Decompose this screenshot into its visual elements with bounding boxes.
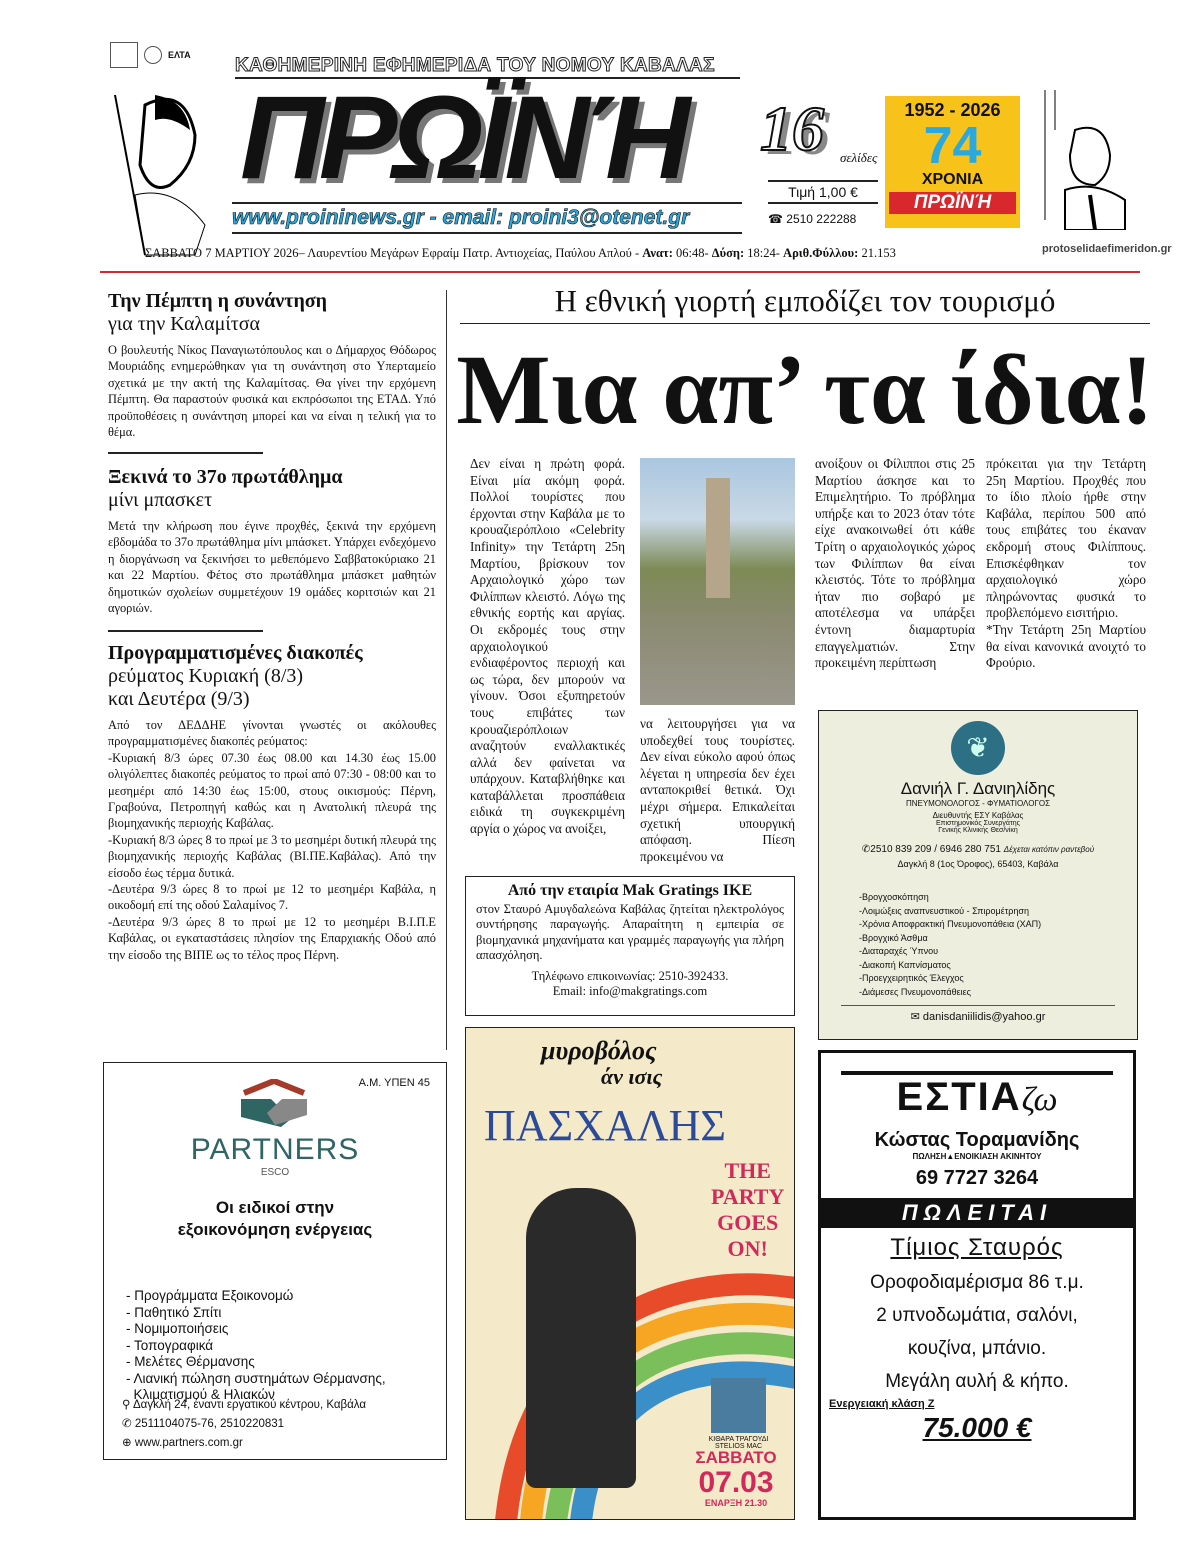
price: Τιμή 1,00 € bbox=[768, 180, 878, 204]
location-pin-icon: ⚲ bbox=[122, 1399, 133, 1411]
article-minibasket bbox=[108, 466, 436, 616]
kicker: Η εθνική γιορτή εμποδίζει τον τουρισμό bbox=[460, 283, 1150, 324]
house-logo: ΕΣΤΙΑζω bbox=[841, 1071, 1113, 1129]
guitarist-figure bbox=[526, 1188, 636, 1488]
divider bbox=[108, 630, 263, 632]
article-kalamitsa bbox=[108, 290, 436, 440]
phone-number: ☎ 2510 222288 bbox=[768, 212, 857, 226]
article-title: Την Πέμπτη η συνάντηση bbox=[108, 290, 328, 312]
headline: Μια απ’ τα ίδια! bbox=[456, 334, 1154, 445]
seal-logo bbox=[144, 46, 162, 64]
date-line: ΣΑΒΒΑΤΟ 7 ΜΑΡΤΙΟΥ 2026– Λαυρεντίου Μεγάρων Εφραίμ Πατρ. Αντιοχείας, Παύλου Απλού - Ανατ: 06:48- Δύση: 18:24- Αριθ.Φύλλου: 21.153 bbox=[145, 246, 896, 260]
article-title: Προγραμματισμένες διακοπές bbox=[108, 641, 363, 664]
watermark: protoselidaefimeridon.gr bbox=[1042, 243, 1172, 255]
association-logo bbox=[110, 42, 138, 68]
logos-strip bbox=[110, 42, 198, 68]
tagline: ΚΑΘΗΜΕΡΙΝΗ ΕΦΗΜΕΡΙΔΑ ΤΟΥ ΝΟΜΟΥ ΚΑΒΑΛΑΣ bbox=[235, 55, 740, 79]
masthead: ΠΡΩΪΝΉ bbox=[240, 72, 685, 204]
globe-icon: ⊕ bbox=[122, 1437, 135, 1449]
philippi-photo bbox=[640, 458, 795, 705]
column-rule bbox=[446, 290, 447, 1050]
article-col-2: να λειτουργήσει για να υποδεχθεί τους τουρίστες. Δεν είναι εύκολο αφού όπως λέγεται η υπηρεσία δεν έχει ανταποκριθεί θετικά. Όχι μέχρι σήμερα. Επικαλείται σχετική υπουργική απόφαση. Πίεση προκειμένου να bbox=[640, 716, 795, 864]
website-link[interactable]: www.partners.com.gr bbox=[134, 1437, 243, 1449]
lungs-icon: ❦ bbox=[951, 721, 1005, 775]
mail-icon: ✉ bbox=[910, 1011, 923, 1023]
article-paragraph: -Κυριακή 8/3 ώρες 07.30 έως 08.00 και 14.30 έως 15.00 ολιγόλεπτες διακοπές ρεύματος το πρωί από 07:30 - 08:00 και το μεσημέρι από 14:30 έως 15:00, στους οικισμούς: Πέρνη, Γραβούνα, Πετροπηγή καθώς και η Ανατολική πλευρά της βιομηχανικής περιοχής Καβάλας. bbox=[108, 750, 436, 831]
article-subtitle: για την Καλαμίτσα bbox=[108, 313, 260, 335]
pages-count: 16 σελίδες bbox=[760, 93, 878, 165]
website-email: www.proininews.gr - email: proini3@otenet.gr bbox=[232, 202, 742, 234]
concert-poster: μυροβόλος άν ισις ΠΑΣΧΑΛΗΣ THE PARTY GOES ON! ΚΙΘΑΡΑ ΤΡΑΓΟΥΔΙ STELIOS MAC ΣΑΒΒΑΤΟ 07.03 ΕΝΑΡΞΗ 21.30 bbox=[465, 1027, 795, 1520]
phone-icon: ✆ bbox=[122, 1418, 135, 1430]
article-paragraph: -Κυριακή 8/3 ώρες 8 το πρωί με 3 το μεσημέρι δυτική πλευρά της βιομηχανικής περιοχής Καβάλας (ΒΙ.ΠΕ.Καβάλας). Από την είσοδο έως τέρμα δυτικά. bbox=[108, 832, 436, 880]
article-paragraph: -Δευτέρα 9/3 ώρες 8 το πρωί με 12 το μεσημέρι Β.Ι.Π.Ε Καβάλας, οι εγκαταστάσεις πλησίον της Επαρχιακής Οδού από την είσοδο της ΒΙΠΕ ως το τέλος προς Πέρνη. bbox=[108, 914, 436, 962]
caricature-left bbox=[105, 85, 215, 265]
divider bbox=[108, 452, 263, 454]
article-col-4: πρόκειται για την Τετάρτη 25η Μαρτίου. Προχθές που το ίδιο πλοίο ήρθε στην Καβάλα, περίπου 500 από τους επιβάτες του έκαναν εκδρομή στους Φιλίππους. Επισκέφθηκαν τον αρχαιολογικό χώρο πληρώνοντας φυσικά το προβλεπόμενο εισιτήριο. *Την Τετάρτη 25η Μαρτίου θα είναι κανονικά ανοιχτό το Φρούριο. bbox=[986, 456, 1146, 671]
article-title: Ξεκινά το 37ο πρωτάθλημα bbox=[108, 465, 343, 488]
services-list: -Βρογχοσκόπηση -Λοιμώξεις αναπνευστικού - Σπιρομέτρηση -Χρόνια Αποφρακτική Πνευμονοπάθεια (ΧΑΠ) -Βρογχικό Άσθμα -Διαταραχές Ύπνου -Διακοπή Καπνίσματος -Προεγχειρητικός Έλεγχος -Διάμεσες Πνευμονοπάθειες bbox=[859, 892, 1042, 997]
handshake-house-icon bbox=[239, 1079, 309, 1131]
elta-logo: ΕΛΤΑ bbox=[168, 50, 191, 60]
caricature-right bbox=[1035, 90, 1130, 230]
article-subtitle: και Δευτέρα (9/3) bbox=[108, 687, 250, 710]
phone-icon: ☎ bbox=[768, 212, 787, 226]
article-col-1: Δεν είναι η πρώτη φορά. Είναι μία ακόμη φορά. Πολλοί τουρίστες που έρχονται στην Καβάλα με το κρουαζιερόπλοιο «Celebrity Infinity» την Τετάρτη 25η Μαρτίου, βρίσκουν τον Αρχαιολογικό χώρο των Φιλίππων κλειστό. Λόγω της εθνικής εορτής και αργίας. Οι εκδρομές τους στην αρχαιολογικού ενδιαφέροντος περιοχή και ως τώρα, δεν μπορούν να γίνουν. Όσοι εξυπηρετούν τους επιβάτες των κρουαζιερόπλοιων αναζητούν εναλλακτικές αλλά δεν φαίνεται να υπάρχουν. Καταβλήθηκε και καταβάλλεται προσπάθεια ειδικά τη συγκεκριμένη αργία ο χώρος να ανοίξει, bbox=[470, 456, 625, 837]
phone-icon: ✆ bbox=[861, 844, 871, 855]
article-power-outages bbox=[108, 642, 436, 963]
header-rule bbox=[100, 271, 1140, 273]
article-paragraph: Από τον ΔΕΔΔΗΕ γίνονται γνωστές οι ακόλουθες προγραμματισμένες διακοπές ρεύματος: bbox=[108, 717, 436, 749]
article-subtitle: μίνι μπασκετ bbox=[108, 488, 213, 511]
anniversary-badge: 1952 - 2026 74 ΧΡΟΝΙΑ ΠΡΩΪΝΉ bbox=[885, 96, 1020, 228]
guest-photo bbox=[711, 1378, 766, 1433]
partners-ad: Α.Μ. ΥΠΕΝ 45 PARTNERS ESCO Οι ειδικοί στην εξοικονόμηση ενέργειας - Προγράμματα Εξοικονομώ - Παθητικό Σπίτι - Νομιμοποιήσεις - Τοπογραφικά - Μελέτες Θέρμανσης - Λιανική πώληση συστημάτων Θέρμανσης, Κλιματισμού & Ηλιακών ⚲ Δαγκλή 24, έναντι εργατικού κέντρου, Καβάλα ✆ 2511104075-76, 2510220831 ⊕ www.partners.com.gr bbox=[103, 1062, 447, 1460]
mak-gratings-ad: Από την εταιρία Mak Gratings ΙΚΕ στον Σταυρό Αμυγδαλεώνα Καβάλας ζητείται ηλεκτρολόγος συντήρησης παραγωγής. Απαραίτητη η εμπειρία σε βιομηχανικά μηχανήματα και γραμμές παραγωγής για πλήρη απασχόληση. Τηλέφωνο επικοινωνίας: 2510-392433. Email: info@makgratings.com bbox=[465, 876, 795, 1016]
ruined-column-icon bbox=[706, 478, 730, 598]
article-body: Μετά την κλήρωση που έγινε προχθές, ξεκινά την ερχόμενη εβδομάδα το 37ο πρωτάθλημα μίνι μπάσκετ. Υπάρχει ενδεχόμενο η διοργάνωση να ξεκινήσει το μεθεπόμενο Σαββατοκύριακο 21 και 22 Μαρτίου. Φέτος στο πρωτάθλημα μπάσκετ μαθητών δημοτικών σχολείων συμμετέχουν 19 ομάδες κοριτσιών και 21 αγοριών. bbox=[108, 518, 436, 615]
article-col-3: ανοίξουν οι Φίλιπποι στις 25 Μαρτίου άσκησε και το Επιμελητήριο. Το πρόβλημα υπήρξε και το 2023 όταν τότε είχε ανακοινωθεί ότι κάθε Τρίτη ο αρχαιολογικός χώρος των Φιλίππων θα είναι κλειστός. Τότε το πρόβλημα ήταν πιο σοβαρό με αποτέλεσμα να υπάρξει έντονη διαμαρτυρία επαγγελματιών. Στην προκειμένη περίπτωση bbox=[815, 456, 975, 671]
real-estate-ad: ΕΣΤΙΑζω Κώστας Τοραμανίδης ΠΩΛΗΣΗ▲ΕΝΟΙΚΙΑΣΗ ΑΚΙΝΗΤΟΥ 69 7727 3264 ΠΩΛΕΙΤΑΙ Τίμιος Σταυρός Οροφοδιαμέρισμα 86 τ.μ. 2 υπνοδωμάτια, σαλόνι, κουζίνα, μπάνιο. Μεγάλη αυλή & κήπο. Ενεργειακή κλάση Ζ 75.000 € bbox=[818, 1050, 1136, 1520]
doctor-ad: ❦ Δανιήλ Γ. Δανιηλίδης ΠΝΕΥΜΟΝΟΛΟΓΟΣ - ΦΥΜΑΤΙΟΛΟΓΟΣ Διευθυντής ΕΣΥ Καβάλας Επιστημονικός Συνεργάτης Γενικής Κλινικής Θεσ/νίκη ✆2510 839 209 / 6946 280 751 Δέχεται κατόπιν ραντεβού Δαγκλή 8 (1ος Όροφος), 65403, Καβάλα -Βρογχοσκόπηση -Λοιμώξεις αναπνευστικού - Σπιρομέτρηση -Χρόνια Αποφρακτική Πνευμονοπάθεια (ΧΑΠ) -Βρογχικό Άσθμα -Διαταραχές Ύπνου -Διακοπή Καπνίσματος -Προεγχειρητικός Έλεγχος -Διάμεσες Πνευμονοπάθειες ✉ danisdaniilidis@yahoo.gr bbox=[818, 710, 1138, 1040]
article-body: Ο βουλευτής Νίκος Παναγιωτόπουλος και ο Δήμαρχος Θόδωρος Μουριάδης ενημερώθηκαν για τη συνάντηση στο Υπερταμείο σχετικά με την ακτή της Καλαμίτσας. Θα γίνει την ερχόμενη Πέμπτη. Θα παραστούν φυσικά και εκπρόσωποι της ΕΤΑΔ. Υπό προϋποθέσεις η συνάντηση μπορεί και να είναι η τελική για το θέμα. bbox=[108, 343, 436, 440]
article-subtitle: ρεύματος Κυριακή (8/3) bbox=[108, 664, 304, 687]
article-paragraph: -Δευτέρα 9/3 ώρες 8 το πρωί με 12 το μεσημέρι Καβάλα, η οικοδομή επί της οδού Σαλαμίνος 7. bbox=[108, 881, 436, 913]
artist-name: ΠΑΣΧΑΛΗΣ bbox=[484, 1101, 726, 1150]
services-list: - Προγράμματα Εξοικονομώ - Παθητικό Σπίτι - Νομιμοποιήσεις - Τοπογραφικά - Μελέτες Θέρμανσης - Λιανική πώληση συστημάτων Θέρμανσης, Κλιματισμού & Ηλιακών bbox=[126, 1288, 386, 1402]
left-column bbox=[108, 290, 436, 963]
